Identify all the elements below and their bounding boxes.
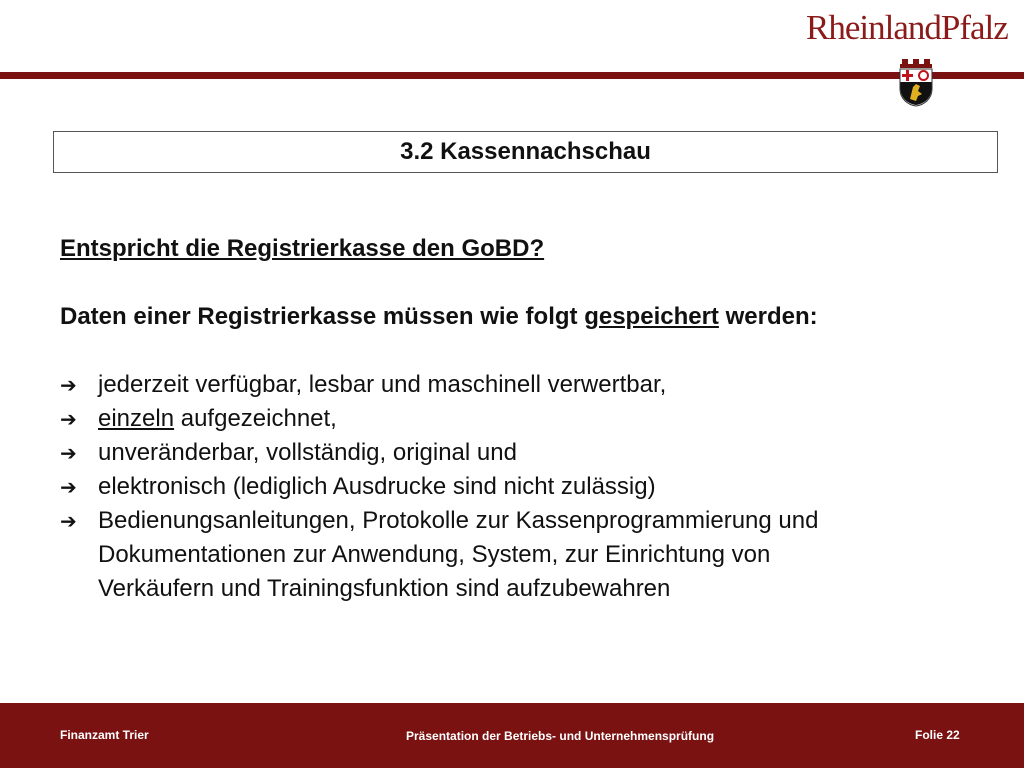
list-item [60, 504, 990, 606]
intro-underlined-word: gespeichert [584, 303, 719, 330]
list-item-text [98, 402, 337, 436]
footer-slide-number: Folie 22 [915, 728, 960, 742]
list-item-line: Bedienungsanleitungen, Protokolle zur Kassenprogrammierung und [98, 507, 819, 534]
list-item [60, 470, 990, 504]
arrow-right-icon: ➔ [60, 407, 77, 431]
intro-text-before: Daten einer Registrierkasse müssen wie folgt [60, 303, 585, 330]
arrow-right-icon: ➔ [60, 509, 77, 533]
list-item [60, 368, 990, 402]
intro-text-after: werden: [718, 303, 818, 330]
rlp-coat-of-arms-icon [896, 59, 936, 107]
question-heading: Entspricht die Registrierkasse den GoBD? [60, 235, 545, 262]
list-item-line: Verkäufern und Trainingsfunktion sind aufzubewahren [98, 575, 671, 602]
slide-content [60, 232, 990, 606]
list-item-rest: aufgezeichnet, [174, 405, 337, 432]
rheinland-pfalz-logo: RheinlandPfalz [806, 8, 1008, 47]
arrow-right-icon: ➔ [60, 475, 77, 499]
list-item-text: unveränderbar, vollständig, original und [98, 439, 517, 466]
list-item-text: elektronisch (lediglich Ausdrucke sind nicht zulässig) [98, 473, 656, 500]
footer-presentation-title: Präsentation der Betriebs- und Unternehmensprüfung [406, 729, 715, 743]
header-divider [0, 72, 1024, 79]
intro-heading [60, 300, 990, 334]
footer-office: Finanzamt Trier [60, 728, 149, 742]
footer-bar [0, 703, 1024, 768]
slide-title: 3.2 Kassennachschau [53, 131, 998, 173]
list-item-text [98, 504, 818, 606]
arrow-right-icon: ➔ [60, 441, 77, 465]
list-item-line: Dokumentationen zur Anwendung, System, zur Einrichtung von [98, 541, 771, 568]
arrow-right-icon: ➔ [60, 373, 77, 397]
list-item [60, 436, 990, 470]
list-item-text: jederzeit verfügbar, lesbar und maschinell verwertbar, [98, 371, 667, 398]
requirements-list [60, 368, 990, 606]
list-item [60, 402, 990, 436]
underlined-word: einzeln [98, 405, 175, 432]
